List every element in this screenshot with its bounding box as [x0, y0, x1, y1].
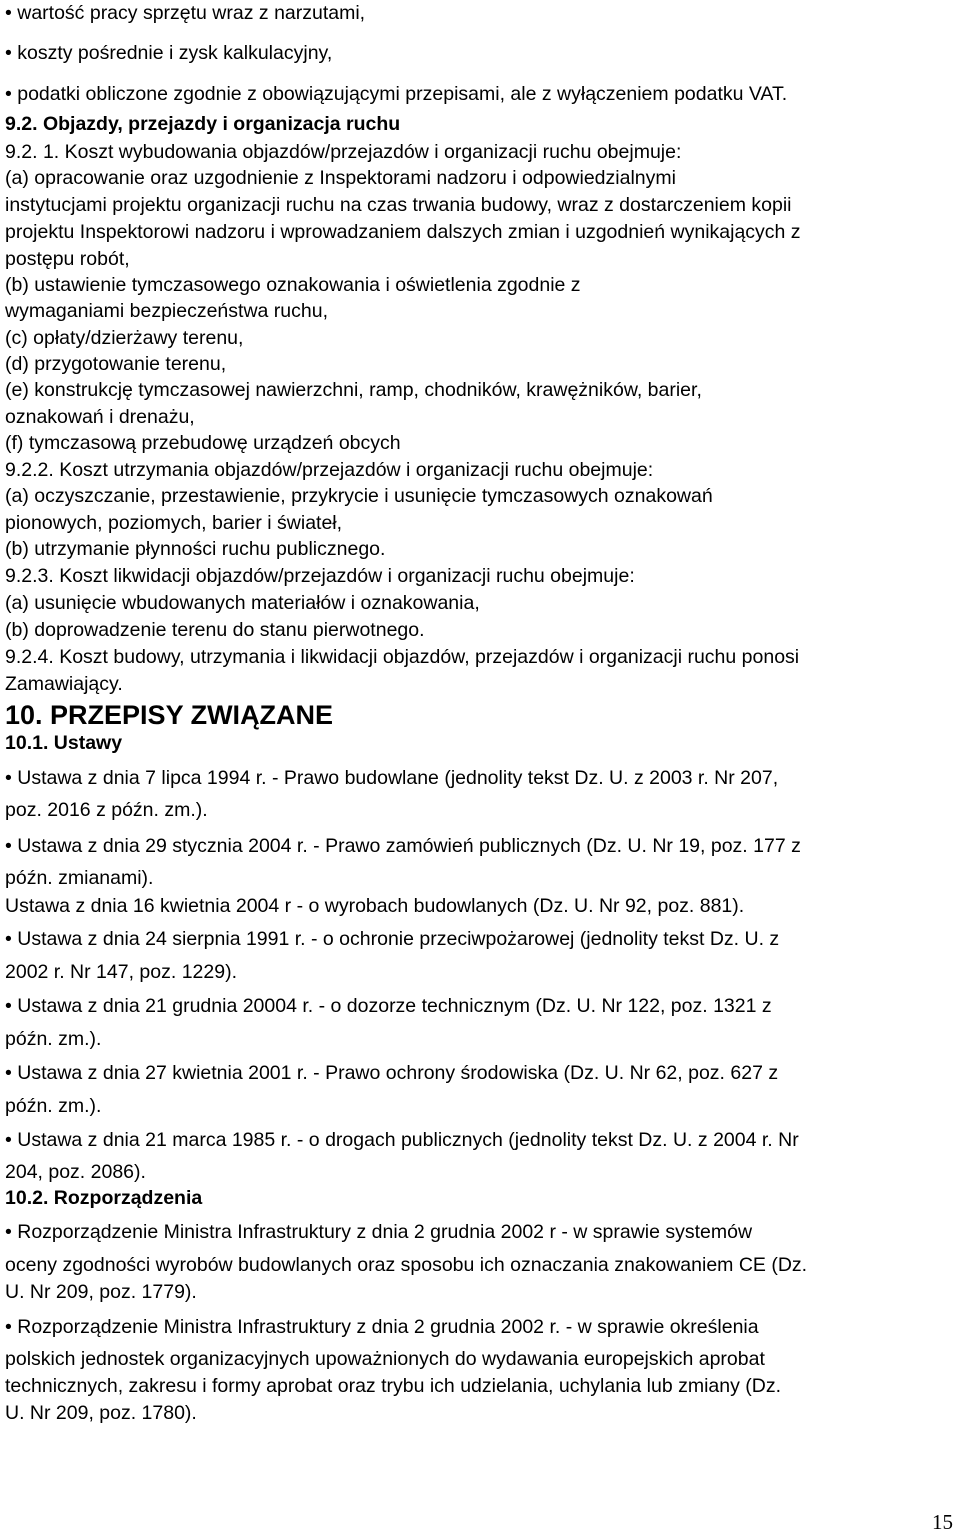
bullet-item: • Ustawa z dnia 29 stycznia 2004 r. - Prawo zamówień publicznych (Dz. U. Nr 19, poz. 177 z	[5, 835, 801, 857]
bullet-item: • koszty pośrednie i zysk kalkulacyjny,	[5, 42, 333, 64]
section-heading: 9.2. Objazdy, przejazdy i organizacja ruchu	[5, 113, 401, 135]
text-line: projektu Inspektorowi nadzoru i wprowadzaniem dalszych zmian i uzgodnień wynikających z	[5, 221, 801, 243]
text-line: oznakowań i drenażu,	[5, 406, 195, 428]
text-line: (b) doprowadzenie terenu do stanu pierwotnego.	[5, 619, 425, 641]
text-line: Ustawa z dnia 16 kwietnia 2004 r - o wyrobach budowlanych (Dz. U. Nr 92, poz. 881).	[5, 895, 745, 917]
text-line: 9.2.4. Koszt budowy, utrzymania i likwidacji objazdów, przejazdów i organizacji ruchu ponosi	[5, 646, 800, 668]
bullet-item: • Rozporządzenie Ministra Infrastruktury z dnia 2 grudnia 2002 r. - w sprawie określenia	[5, 1316, 759, 1338]
bullet-item: • Ustawa z dnia 27 kwietnia 2001 r. - Prawo ochrony środowiska (Dz. U. Nr 62, poz. 627 z	[5, 1062, 779, 1084]
bullet-item: • podatki obliczone zgodnie z obowiązującymi przepisami, ale z wyłączeniem podatku VAT.	[5, 83, 788, 105]
page-number: 15	[932, 1510, 953, 1534]
section-heading: 10.2. Rozporządzenia	[5, 1187, 203, 1209]
text-line: późn. zm.).	[5, 1028, 102, 1050]
text-line: poz. 2016 z późn. zm.).	[5, 799, 208, 821]
bullet-item: • Ustawa z dnia 21 grudnia 20004 r. - o dozorze technicznym (Dz. U. Nr 122, poz. 1321 z	[5, 995, 772, 1017]
text-line: polskich jednostek organizacyjnych upoważnionych do wydawania europejskich aprobat	[5, 1348, 765, 1370]
text-line: postępu robót,	[5, 248, 130, 270]
text-line: instytucjami projektu organizacji ruchu na czas trwania budowy, wraz z dostarczeniem kopii	[5, 194, 792, 216]
text-line: (e) konstrukcję tymczasowej nawierzchni, ramp, chodników, krawężników, barier,	[5, 379, 702, 401]
text-line: wymaganiami bezpieczeństwa ruchu,	[5, 300, 328, 322]
text-line: pionowych, poziomych, barier i świateł,	[5, 512, 343, 534]
text-line: (c) opłaty/dzierżawy terenu,	[5, 327, 244, 349]
text-line: (b) utrzymanie płynności ruchu publicznego.	[5, 538, 386, 560]
text-line: U. Nr 209, poz. 1780).	[5, 1402, 197, 1424]
text-line: późn. zm.).	[5, 1095, 102, 1117]
bullet-item: • Ustawa z dnia 24 sierpnia 1991 r. - o ochronie przeciwpożarowej (jednolity tekst Dz. U. z	[5, 928, 780, 950]
text-line: (a) oczyszczanie, przestawienie, przykrycie i usunięcie tymczasowych oznakowań	[5, 485, 713, 507]
text-line: 2002 r. Nr 147, poz. 1229).	[5, 961, 237, 983]
bullet-item: • Ustawa z dnia 7 lipca 1994 r. - Prawo budowlane (jednolity tekst Dz. U. z 2003 r. Nr 207,	[5, 767, 779, 789]
text-line: późn. zmianami).	[5, 867, 154, 889]
text-line: 9.2.2. Koszt utrzymania objazdów/przejazdów i organizacji ruchu obejmuje:	[5, 459, 654, 481]
text-line: 9.2. 1. Koszt wybudowania objazdów/przejazdów i organizacji ruchu obejmuje:	[5, 141, 682, 163]
text-line: oceny zgodności wyrobów budowlanych oraz sposobu ich oznaczania znakowaniem CE (Dz.	[5, 1254, 808, 1276]
text-line: technicznych, zakresu i formy aprobat oraz trybu ich udzielania, uchylania lub zmiany (Dz.	[5, 1375, 782, 1397]
text-line: 9.2.3. Koszt likwidacji objazdów/przejazdów i organizacji ruchu obejmuje:	[5, 565, 635, 587]
text-line: (b) ustawienie tymczasowego oznakowania i oświetlenia zgodnie z	[5, 274, 581, 296]
text-line: Zamawiający.	[5, 673, 123, 695]
chapter-heading: 10. PRZEPISY ZWIĄZANE	[5, 700, 334, 730]
text-line: 204, poz. 2086).	[5, 1161, 146, 1183]
bullet-item: • Rozporządzenie Ministra Infrastruktury z dnia 2 grudnia 2002 r - w sprawie systemów	[5, 1221, 753, 1243]
bullet-item: • wartość pracy sprzętu wraz z narzutami,	[5, 2, 366, 24]
bullet-item: • Ustawa z dnia 21 marca 1985 r. - o drogach publicznych (jednolity tekst Dz. U. z 2004 r. Nr	[5, 1129, 799, 1151]
text-line: (a) opracowanie oraz uzgodnienie z Inspektorami nadzoru i odpowiedzialnymi	[5, 167, 676, 189]
text-line: (d) przygotowanie terenu,	[5, 353, 227, 375]
section-heading: 10.1. Ustawy	[5, 732, 123, 754]
text-line: (f) tymczasową przebudowę urządzeń obcych	[5, 432, 401, 454]
text-line: U. Nr 209, poz. 1779).	[5, 1281, 197, 1303]
text-line: (a) usunięcie wbudowanych materiałów i oznakowania,	[5, 592, 480, 614]
